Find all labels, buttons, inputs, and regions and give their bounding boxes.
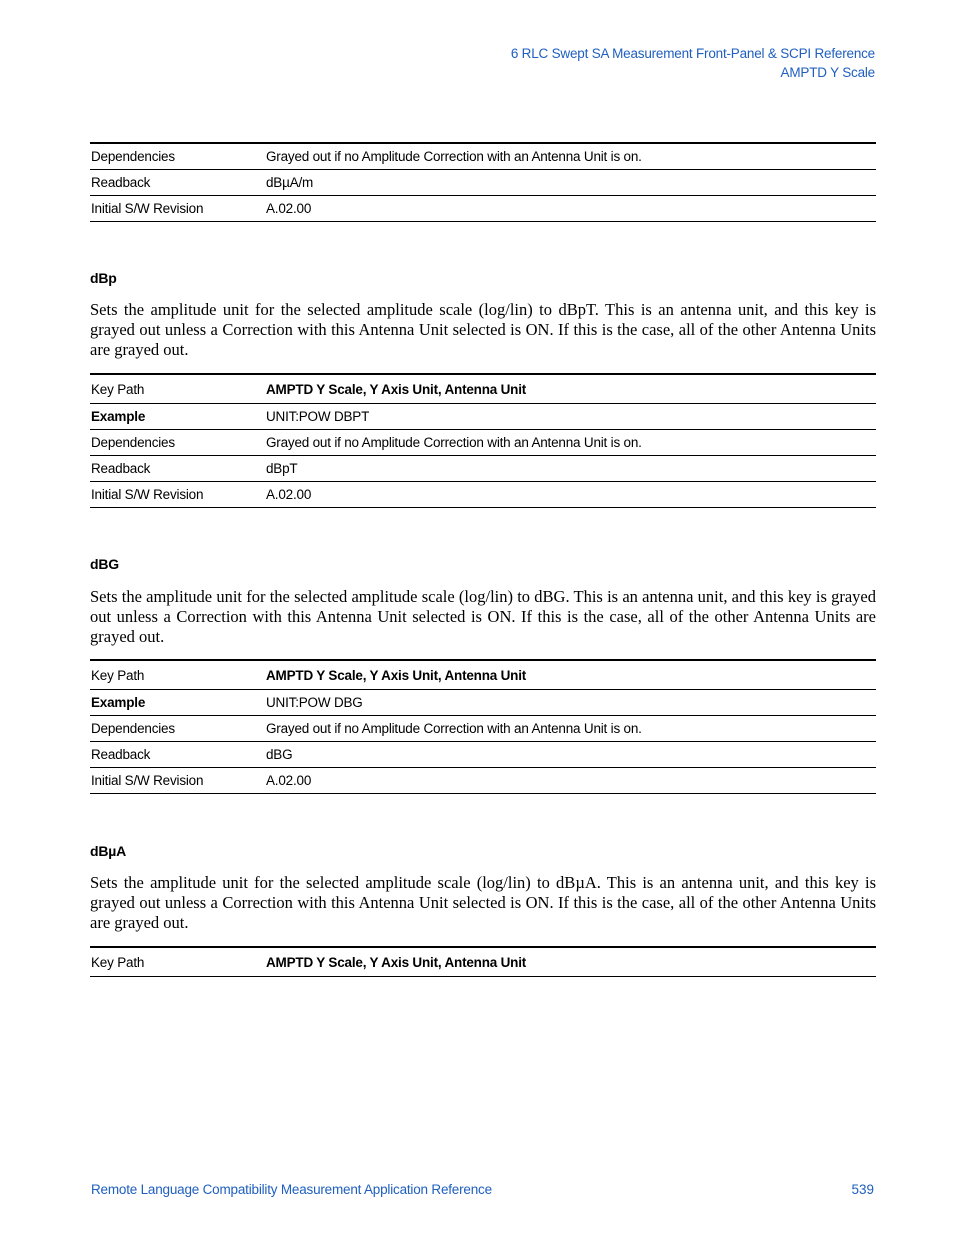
row-value: dBµA/m — [265, 170, 876, 196]
row-value: Grayed out if no Amplitude Correction with an Antenna Unit is on. — [265, 430, 876, 456]
table-row — [90, 768, 876, 794]
footer-page-number: 539 — [851, 1182, 874, 1197]
row-label: Key Path — [90, 374, 265, 404]
table-row — [90, 742, 876, 768]
table-row — [90, 143, 876, 170]
chapter-title: 6 RLC Swept SA Measurement Front-Panel & SCPI Reference — [510, 46, 875, 61]
section-heading-dbg: dBG — [90, 556, 119, 572]
row-value: AMPTD Y Scale, Y Axis Unit, Antenna Unit — [265, 947, 876, 977]
row-label: Readback — [90, 456, 265, 482]
table-row — [90, 374, 876, 404]
section-heading-dbp: dBp — [90, 270, 117, 286]
row-label: Initial S/W Revision — [90, 196, 265, 222]
footer-document-title: Remote Language Compatibility Measurement Application Reference — [91, 1182, 492, 1197]
row-label: Key Path — [90, 660, 265, 690]
row-label: Dependencies — [90, 716, 265, 742]
row-value: dBG — [265, 742, 876, 768]
row-label: Dependencies — [90, 143, 265, 170]
table-row — [90, 196, 876, 222]
table-row — [90, 716, 876, 742]
dbua-properties-table — [90, 946, 876, 977]
row-value: AMPTD Y Scale, Y Axis Unit, Antenna Unit — [265, 374, 876, 404]
row-label: Dependencies — [90, 430, 265, 456]
row-value: UNIT:POW DBPT — [265, 404, 876, 430]
row-label: Initial S/W Revision — [90, 482, 265, 508]
table-row — [90, 404, 876, 430]
dbuam-properties-table — [90, 142, 876, 222]
row-label: Readback — [90, 742, 265, 768]
row-label: Initial S/W Revision — [90, 768, 265, 794]
dbp-properties-table — [90, 373, 876, 508]
row-value: dBpT — [265, 456, 876, 482]
row-label: Example — [90, 690, 265, 716]
dbg-properties-table — [90, 659, 876, 794]
section-description-dbg: Sets the amplitude unit for the selected amplitude scale (log/lin) to dBG. This is an antenna unit, and this key is grayed out unless a Correction with this Antenna Unit selected is ON. If this is the case, all of the other Antenna Units are grayed out. — [90, 587, 876, 646]
row-label: Example — [90, 404, 265, 430]
table-row — [90, 170, 876, 196]
table-row — [90, 482, 876, 508]
row-value: A.02.00 — [265, 482, 876, 508]
row-label: Key Path — [90, 947, 265, 977]
page-header — [511, 44, 875, 82]
row-value: AMPTD Y Scale, Y Axis Unit, Antenna Unit — [265, 660, 876, 690]
section-heading-dbua: dBµA — [90, 843, 127, 859]
table-row — [90, 456, 876, 482]
table-row — [90, 947, 876, 977]
table-row — [90, 690, 876, 716]
section-description-dbp: Sets the amplitude unit for the selected amplitude scale (log/lin) to dBpT. This is an antenna unit, and this key is grayed out unless a Correction with this Antenna Unit selected is ON. If this is the case, all of the other Antenna Units are grayed out. — [90, 300, 876, 359]
row-value: Grayed out if no Amplitude Correction with an Antenna Unit is on. — [265, 716, 876, 742]
row-value: A.02.00 — [265, 196, 876, 222]
row-value: A.02.00 — [265, 768, 876, 794]
section-title: AMPTD Y Scale — [780, 65, 875, 80]
row-value: Grayed out if no Amplitude Correction with an Antenna Unit is on. — [265, 143, 876, 170]
section-description-dbua: Sets the amplitude unit for the selected amplitude scale (log/lin) to dBµA. This is an antenna unit, and this key is grayed out unless a Correction with this Antenna Unit selected is ON. If this is the case, all of the other Antenna Units are grayed out. — [90, 873, 876, 932]
table-row — [90, 660, 876, 690]
row-label: Readback — [90, 170, 265, 196]
row-value: UNIT:POW DBG — [265, 690, 876, 716]
table-row — [90, 430, 876, 456]
